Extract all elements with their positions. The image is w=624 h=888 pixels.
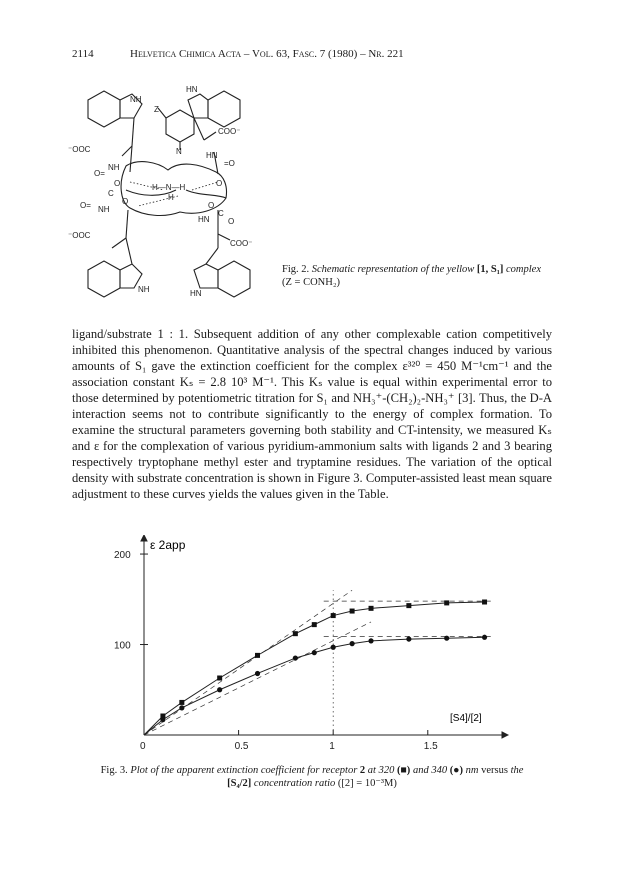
series-curve-1 [144, 602, 485, 735]
label-ammonium: H—N—H [152, 183, 186, 192]
data-point-circle [482, 635, 487, 640]
caption-part-5: the [510, 765, 524, 776]
figure-2-label: Fig. 2. [282, 264, 310, 275]
figure-2-caption [282, 263, 572, 289]
y-axis-label: ε 2app [150, 538, 186, 552]
label-z: Z [154, 105, 159, 114]
caption-circle-symbol: (●) [449, 765, 464, 776]
label-ring-o1: O [114, 179, 121, 188]
initial-slope-line [144, 622, 371, 735]
label-ooc-left: ⁻OOC [68, 145, 91, 154]
data-point-circle [331, 645, 336, 650]
label-o-eq-left-top: O= [94, 169, 105, 178]
caption-part-3: and 340 [412, 765, 448, 776]
figure-2-ref: [1, S₁] [476, 264, 504, 275]
body-text: ligand/substrate 1 : 1. Subsequent addition of any other complexable cation competitively inhibited this phenomenon. Quantitative analysis of the spectral changes induced by various amounts of S₁ gave the extinction coefficient for the complex ε³²⁰ = 450 M⁻¹cm⁻¹ and the association constant Kₛ = 2.8 10³ M⁻¹. This Kₛ value is equal within experimental error to those determined by potentiometric titration for S₁ and NH₃⁺-(CH₂)₂-NH₃⁺ [3]. Thus, the D-A interaction seems not to contribute significantly to the energy of complex formation. To examine the structural parameters governing both stability and CT-intensity, we measured Kₛ and ε for the complexation of various pyridium-ammonium salts with ligands 2 and 3 bearing respectively tryptophane methyl ester and tryptamine residues. The variation of the optical density with substrate concentration is shown in Figure 3. Computer-assisted least mean square adjustment to these curves yields the values given in the Table. [72, 327, 552, 501]
label-hn-top-right: HN [186, 85, 198, 94]
page-number: 2114 [72, 48, 94, 60]
chemical-scheme [68, 78, 293, 313]
label-ring-o2: O [216, 179, 223, 188]
label-o-right-bottom: O [228, 217, 235, 226]
caption-part-2: at 320 [367, 765, 395, 776]
x-axis-arrow [502, 732, 508, 738]
label-nh-bottom-left: NH [138, 285, 150, 294]
indole-benzene-ring-bottom-left [88, 261, 120, 297]
data-point-circle [444, 636, 449, 641]
indole-pyrrole-ring-bottom-right [194, 264, 218, 288]
label-nh-left-top: NH [108, 163, 120, 172]
figure-2-caption-formula: (Z = CONH₂) [282, 277, 340, 288]
data-point-circle [312, 650, 317, 655]
label-c-left: C [108, 189, 114, 198]
figure-2-caption-text-2: complex [506, 264, 541, 275]
data-point-square [350, 609, 355, 614]
label-ammonium-h: H [168, 193, 174, 202]
label-hn-mid-right-bottom: HN [198, 215, 210, 224]
label-o-eq-right-top: =O [224, 159, 235, 168]
x-tick-label: 0 [140, 741, 146, 752]
figure-3-caption [72, 764, 552, 790]
data-point-square [369, 606, 374, 611]
indole-benzene-ring-top-right [208, 91, 240, 127]
y-tick-label: 200 [114, 550, 131, 562]
indole-benzene-ring-bottom-right [218, 261, 250, 297]
data-point-square [444, 600, 449, 605]
caption-part-6: concentration ratio [253, 778, 336, 789]
pyridinium-ring [166, 110, 194, 142]
data-point-square [217, 676, 222, 681]
label-o-eq-left-bottom: O= [80, 201, 91, 210]
data-point-circle [160, 717, 165, 722]
figure-3-label: Fig. 3. [100, 765, 128, 776]
figure-3-chart [110, 535, 510, 767]
caption-versus: versus [481, 765, 508, 776]
caption-part-1: Plot of the apparent extinction coefficient for receptor [130, 765, 358, 776]
body-paragraph [72, 326, 552, 502]
label-ooc-bottom-left: ⁻OOC [68, 231, 91, 240]
label-coo-bottom-right: COO⁻ [230, 239, 253, 248]
caption-receptor: 2 [359, 765, 366, 776]
x-tick-label: 1 [329, 741, 335, 752]
x-tick-label: 0.5 [234, 741, 249, 752]
data-point-circle [350, 641, 355, 646]
data-point-square [255, 653, 260, 658]
y-tick-label: 100 [114, 640, 131, 652]
data-point-circle [293, 655, 298, 660]
data-point-circle [406, 636, 411, 641]
data-point-square [406, 603, 411, 608]
label-hn-mid-right: HN [206, 151, 218, 160]
data-point-circle [217, 687, 222, 692]
caption-square-symbol: (■) [396, 765, 411, 776]
label-nh-top-left: NH [130, 95, 142, 104]
x-axis-label: [S4]/[2] [450, 713, 482, 724]
data-point-square [482, 600, 487, 605]
figure-2-caption-text: Schematic representation of the yellow [311, 264, 475, 275]
label-c-right-bottom: C [218, 209, 224, 218]
caption-concentration: ([2] = 10⁻³M) [337, 778, 397, 789]
data-point-square [179, 700, 184, 705]
caption-part-4: nm [465, 765, 479, 776]
running-title: Helvetica Chimica Acta – Vol. 63, Fasc. 7 (1980) – Nr. 221 [130, 48, 404, 60]
label-nh-left-bottom: NH [98, 205, 110, 214]
data-point-circle [368, 638, 373, 643]
label-hn-bottom-right: HN [190, 289, 202, 298]
indole-benzene-ring-top-left [88, 91, 120, 127]
label-ring-o3: O [122, 197, 129, 206]
y-axis-arrow [141, 535, 147, 541]
label-n-plus: N [176, 147, 182, 156]
data-point-square [293, 631, 298, 636]
x-tick-label: 1.5 [423, 741, 438, 752]
label-coo-top-right: COO⁻ [218, 127, 241, 136]
data-point-circle [179, 705, 184, 710]
initial-slope-line [144, 590, 352, 735]
caption-ratio: [S₄/2] [227, 778, 252, 789]
data-point-circle [255, 671, 260, 676]
data-point-square [312, 622, 317, 627]
label-ring-o4: O [208, 201, 215, 210]
data-point-square [331, 613, 336, 618]
indole-pyrrole-ring-top-right [188, 94, 208, 118]
